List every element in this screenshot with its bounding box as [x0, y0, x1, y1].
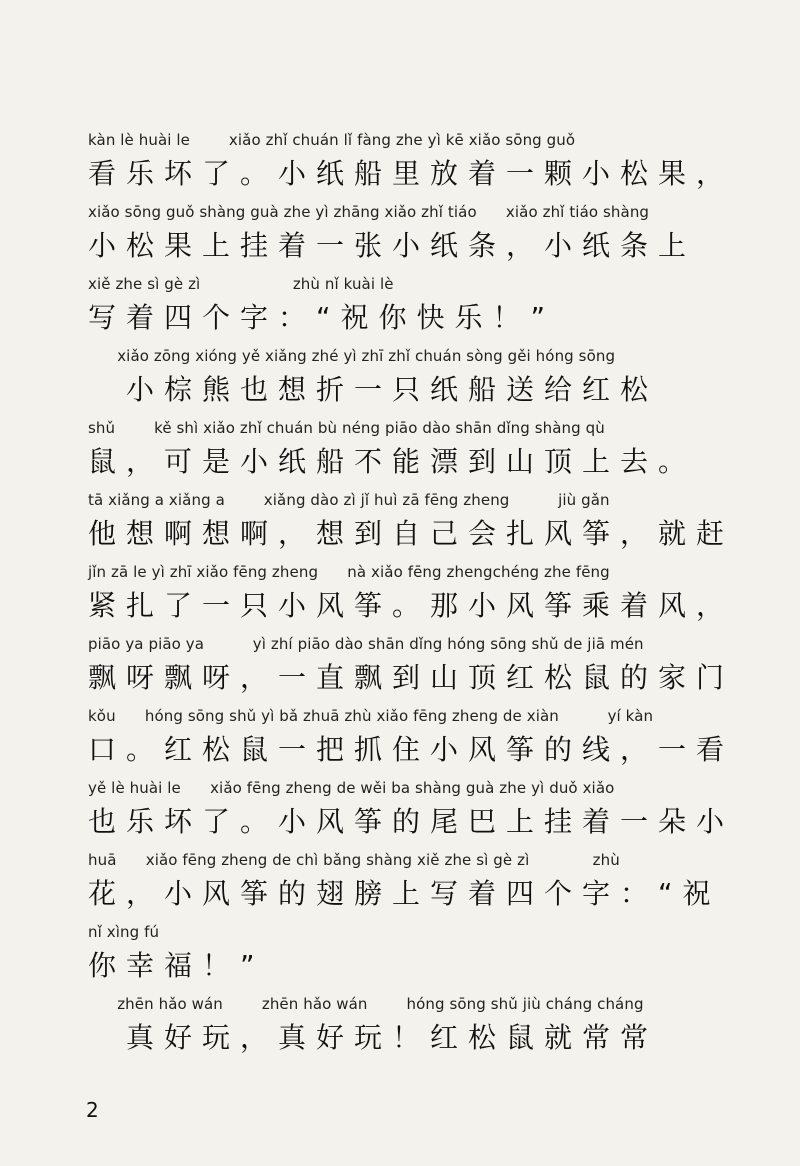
pinyin-row: tā xiǎng a xiǎng a xiǎng dào zì jǐ huì zā fēng zheng jiù gǎn	[88, 491, 610, 509]
text-line	[88, 272, 718, 344]
pinyin-row: piāo ya piāo ya yì zhí piāo dào shān dǐng hóng sōng shǔ de jiā mén	[88, 635, 644, 653]
hanzi-row: 口。红松鼠一把抓住小风筝的线，一看	[88, 733, 735, 766]
pinyin-row: yě lè huài le xiǎo fēng zheng de wěi ba shàng guà zhe yì duǒ xiǎo	[88, 779, 615, 797]
hanzi-row: 飘呀飘呀，一直飘到山顶红松鼠的家门	[88, 661, 735, 694]
hanzi-row: 紧扎了一只小风筝。那小风筝乘着风，	[88, 589, 735, 622]
hanzi-row: 也乐坏了。小风筝的尾巴上挂着一朵小	[88, 805, 735, 838]
hanzi-row: 小松果上挂着一张小纸条，小纸条上	[88, 229, 697, 262]
text-line	[88, 560, 735, 632]
page-number: 2	[86, 1098, 99, 1122]
text-line	[88, 416, 718, 488]
hanzi-row: 鼠，可是小纸船不能漂到山顶上去。	[88, 445, 697, 478]
text-line	[88, 488, 735, 560]
hanzi-row: 真好玩，真好玩！红松鼠就常常	[88, 1021, 659, 1054]
pinyin-row: kàn lè huài le xiǎo zhǐ chuán lǐ fàng zhe yì kē xiǎo sōng guǒ	[88, 131, 576, 149]
pinyin-row: zhēn hǎo wán zhēn hǎo wán hóng sōng shǔ jiù cháng cháng	[88, 995, 644, 1013]
hanzi-row: 花，小风筝的翅膀上写着四个字：“祝	[88, 877, 721, 910]
text-line	[88, 344, 718, 416]
text-line	[88, 992, 718, 1064]
hanzi-row: 看乐坏了。小纸船里放着一颗小松果，	[88, 157, 735, 190]
pinyin-row: shǔ kě shì xiǎo zhǐ chuán bù néng piāo dào shān dǐng shàng qù	[88, 419, 605, 437]
text-line	[88, 128, 735, 200]
text-line	[88, 200, 718, 272]
text-line	[88, 632, 735, 704]
pinyin-row: jǐn zā le yì zhī xiǎo fēng zheng nà xiǎo fēng zhengchéng zhe fēng	[88, 563, 610, 581]
text-line	[88, 848, 721, 920]
hanzi-row: 写着四个字：“祝你快乐！”	[88, 301, 556, 334]
hanzi-row: 你幸福！”	[88, 949, 265, 982]
pinyin-row: nǐ xìng fú	[88, 923, 160, 941]
hanzi-row: 小棕熊也想折一只纸船送给红松	[88, 373, 659, 406]
text-line	[88, 776, 735, 848]
hanzi-row: 他想啊想啊，想到自己会扎风筝，就赶	[88, 517, 735, 550]
story-text	[88, 128, 735, 1064]
pinyin-row: xiě zhe sì gè zì zhù nǐ kuài lè	[88, 275, 394, 293]
pinyin-row: kǒu hóng sōng shǔ yì bǎ zhuā zhù xiǎo fēng zheng de xiàn yí kàn	[88, 707, 654, 725]
pinyin-row: xiǎo sōng guǒ shàng guà zhe yì zhāng xiǎo zhǐ tiáo xiǎo zhǐ tiáo shàng	[88, 203, 650, 221]
text-line	[88, 920, 718, 992]
pinyin-row: xiǎo zōng xióng yě xiǎng zhé yì zhī zhǐ chuán sòng gěi hóng sōng	[88, 347, 616, 365]
text-line	[88, 704, 735, 776]
pinyin-row: huā xiǎo fēng zheng de chì bǎng shàng xiě zhe sì gè zì zhù	[88, 851, 620, 869]
